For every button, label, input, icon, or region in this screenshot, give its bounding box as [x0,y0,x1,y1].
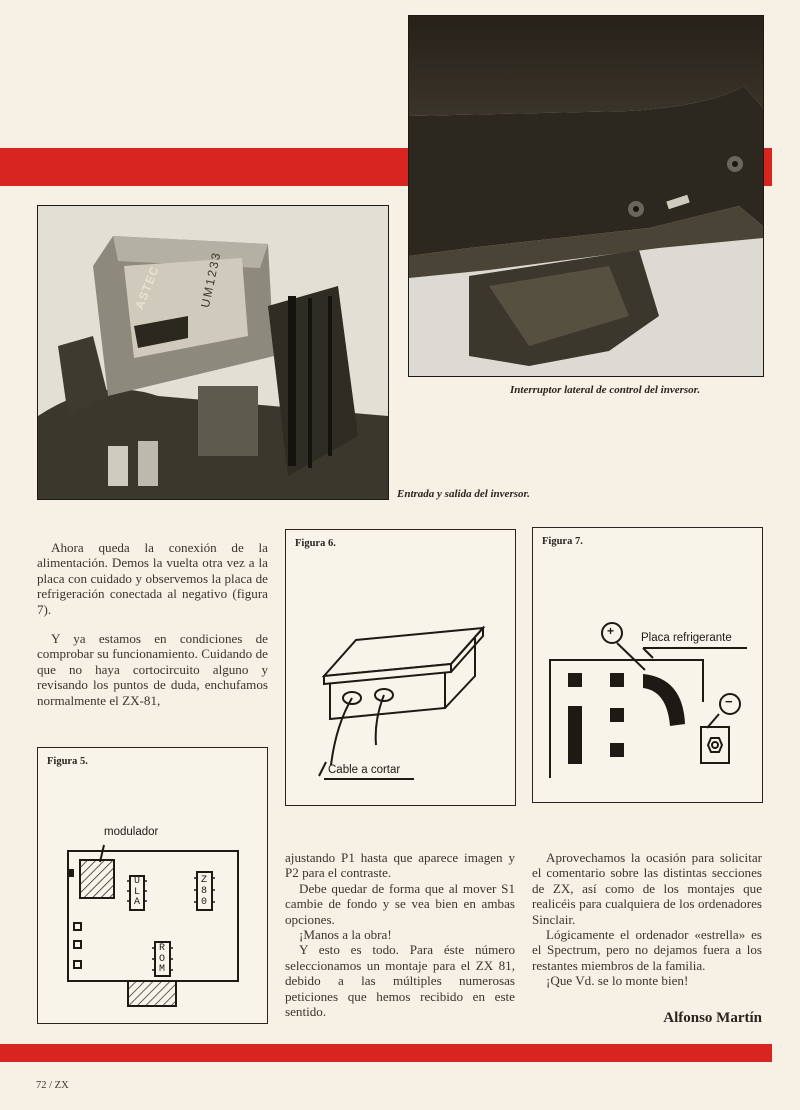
figure-7-plus-symbol: + [607,624,615,638]
figure-5-drawing [38,748,267,1023]
module-brand-label: ASTEC [132,263,163,312]
body-left-paragraph-2: Y ya estamos en condiciones de comprobar su funcionamiento. Cuidando de que no haya cortocircuito alguno y revisando los puntos de duda, enchufamos normalmente el ZX-81, [37,631,268,708]
module-model-label: UM1233 [198,249,224,309]
figure-6 [285,529,516,806]
figure-7-title: Figura 7. [542,536,583,547]
figure-6-drawing [286,530,515,805]
red-stripe-bottom [0,1044,772,1062]
page-folio: 72 / ZX [36,1080,69,1091]
figure-5-modulator-label: modulador [104,826,159,838]
figure-5-title: Figura 5. [47,756,88,767]
figure-7-minus-symbol: − [725,694,733,709]
figure-7-plate-label: Placa refrigerante [641,632,732,644]
body-column-left [37,540,268,708]
figure-6-cable-label: Cable a cortar [328,764,401,776]
figure-5-chip-rom: ROM [158,943,165,975]
body-middle-paragraph-4: Y esto es todo. Para éste número seleccionamos un montaje para el ZX 81, debido a las múltiples numerosas peticiones que hemos recibido en este sentido. [285,942,515,1020]
body-right-paragraph-1: Aprovechamos la ocasión para solicitar el comentario sobre las distintas secciones de ZX, así como de los montajes que realicéis para cualquiera de los ordenadores Sinclair. [532,850,762,927]
body-left-paragraph-1: Ahora queda la conexión de la alimentación. Demos la vuelta otra vez a la placa con cuidado y observemos la placa de refrigeración conectada al negativo (figura 7). [37,540,268,617]
photo-inverter-switch-caption: Interruptor lateral de control del inversor. [510,384,701,396]
figure-6-title: Figura 6. [295,538,336,549]
photo-inverter-io-caption: Entrada y salida del inversor. [397,488,530,500]
photo-inverter-io [37,205,389,500]
body-column-right [532,850,762,989]
photo-inverter-switch [408,15,764,377]
figure-7-drawing [533,528,762,802]
figure-5-chip-z80: Z80 [200,875,207,908]
body-middle-paragraph-3: ¡Manos a la obra! [299,927,392,943]
photo-inverter-switch-image [409,16,763,376]
body-right-paragraph-2: Lógicamente el ordenador «estrella» es el Spectrum, pero no dejamos fuera a los restantes miembros de la familia. [532,927,762,973]
body-column-middle [285,850,515,1019]
figure-5 [37,747,268,1024]
author-signature: Alfonso Martín [663,1010,762,1026]
figure-7 [532,527,763,803]
body-middle-paragraph-1: ajustando P1 hasta que aparece imagen y P2 para el contraste. [285,850,515,881]
body-right-paragraph-3: ¡Que Vd. se lo monte bien! [546,973,689,989]
body-middle-paragraph-2: Debe quedar de forma que al mover S1 cambie de fondo y se vea bien en ambas opciones. [285,880,515,927]
figure-5-chip-ula: ULA [133,876,140,908]
